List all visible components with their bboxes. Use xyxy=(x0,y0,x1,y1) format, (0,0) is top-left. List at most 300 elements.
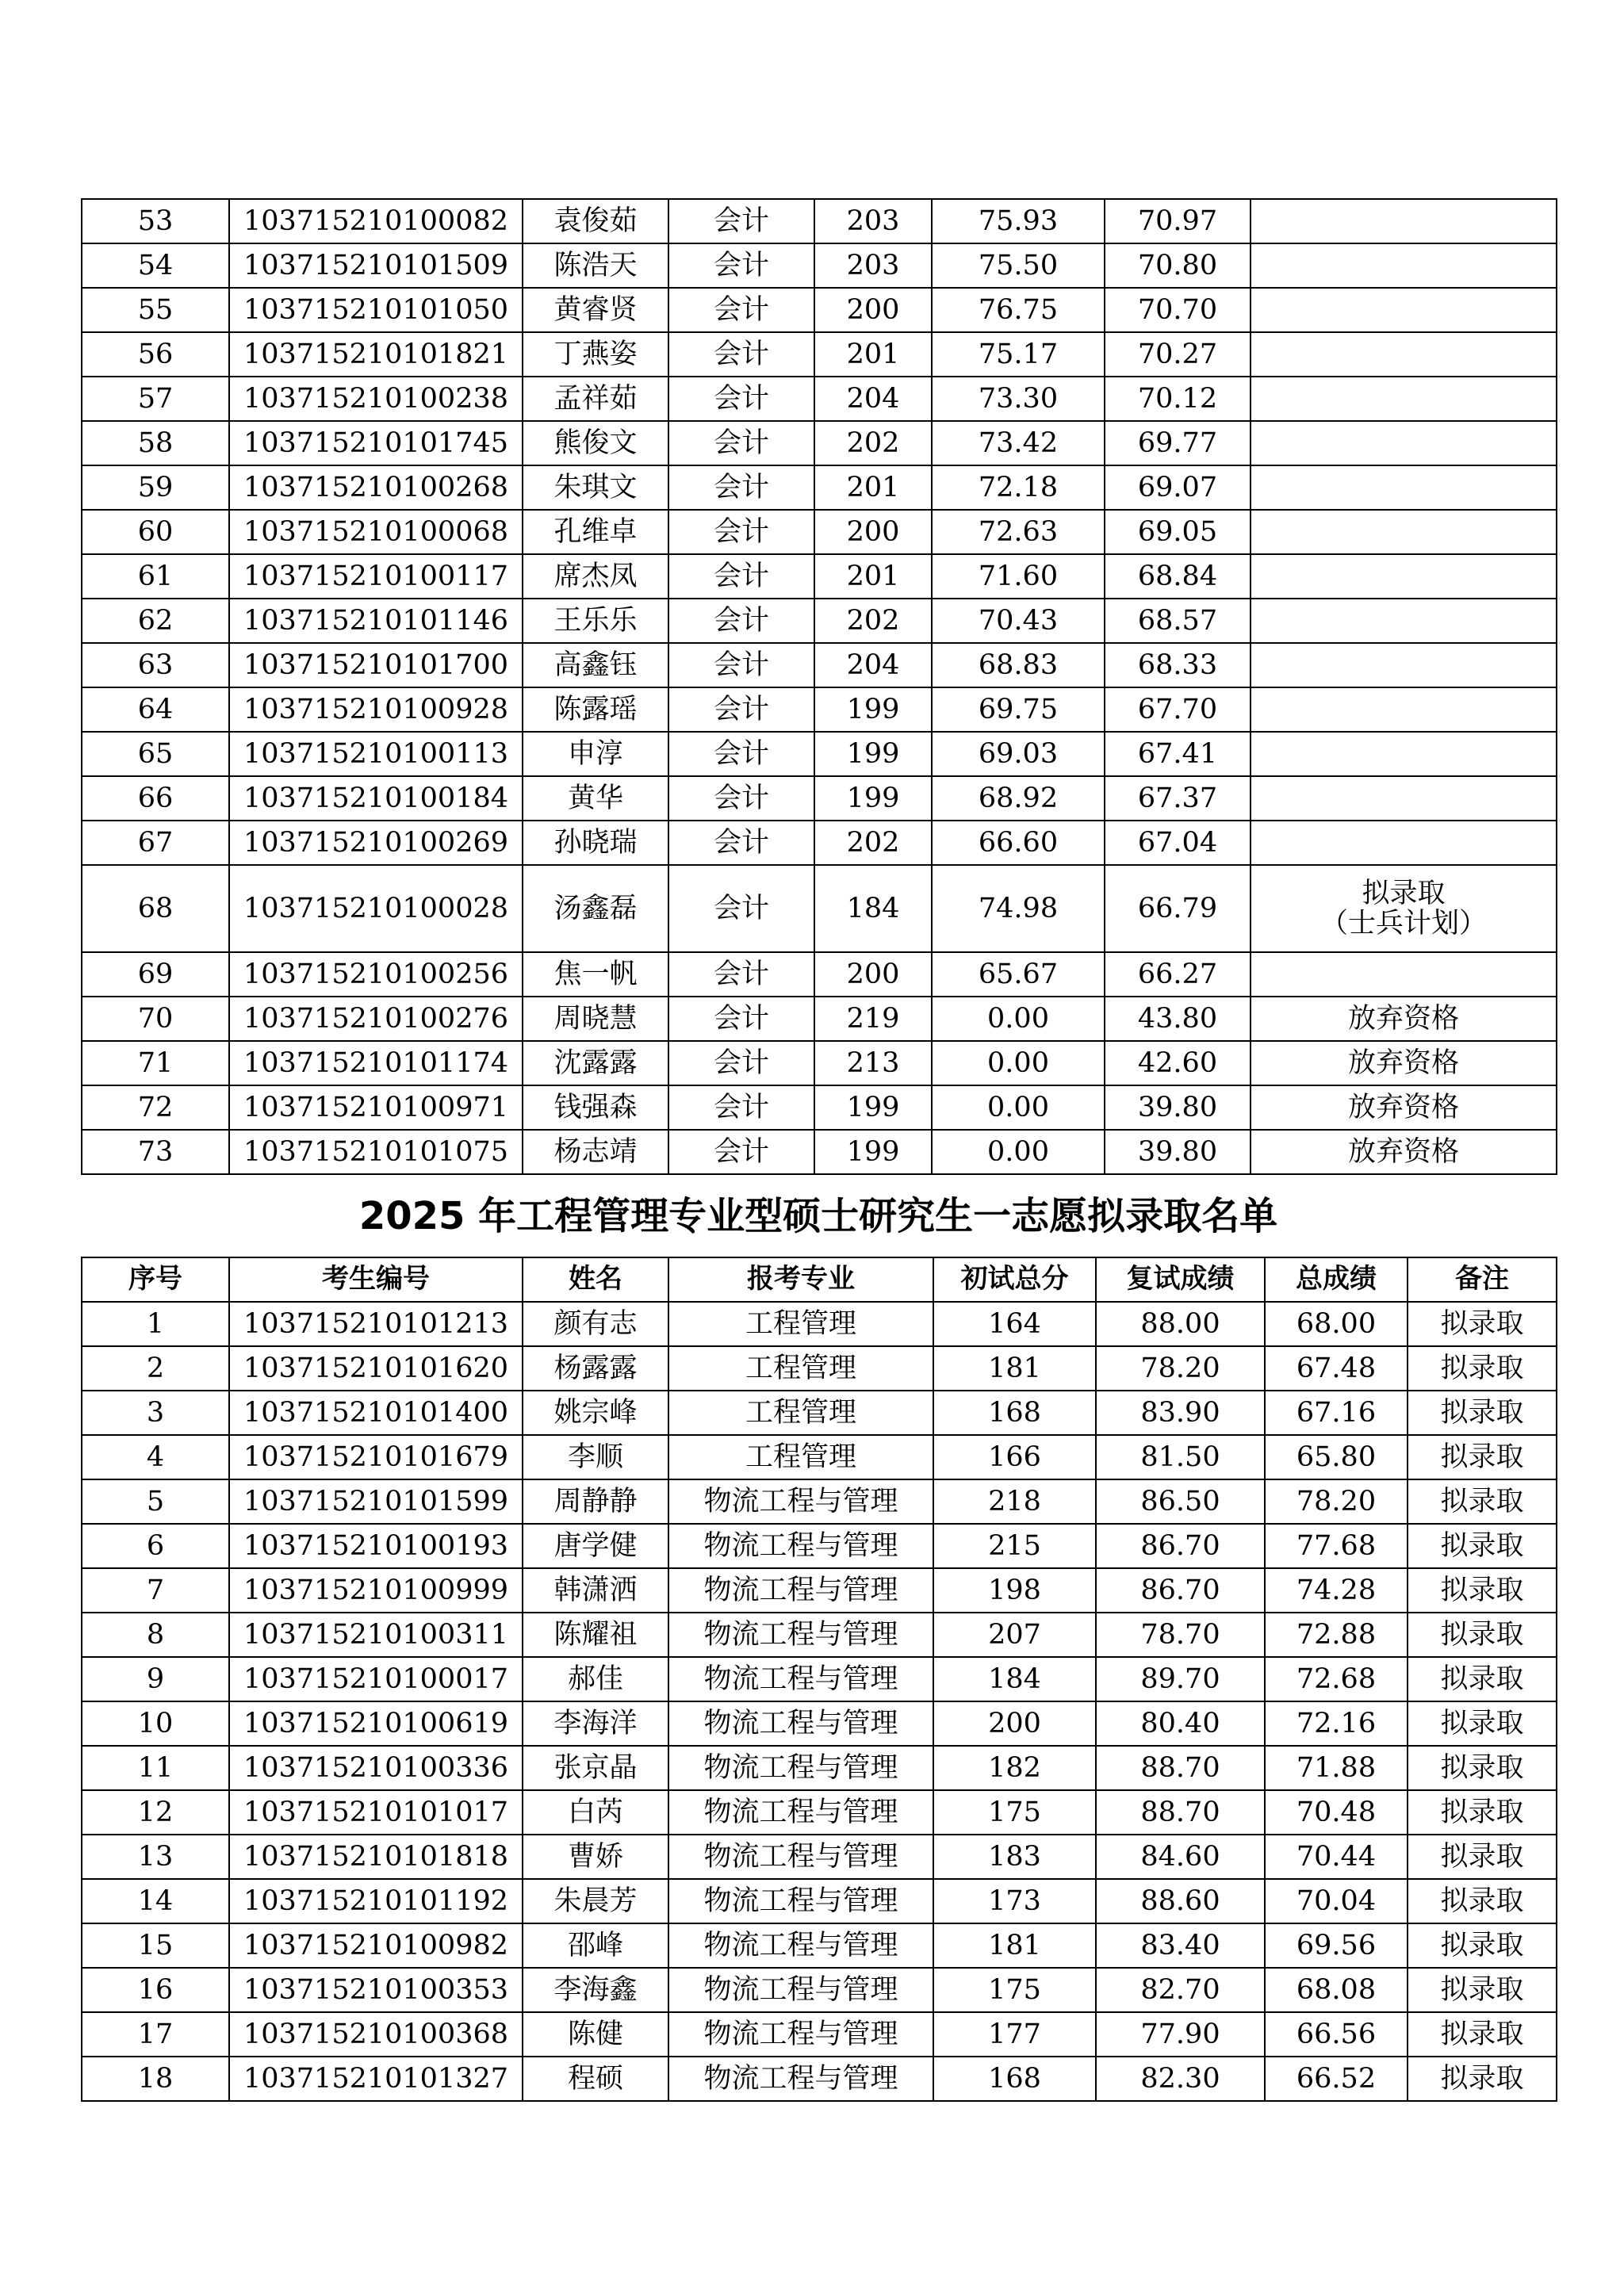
cell-remark: 拟录取 xyxy=(1408,2012,1557,2057)
cell-name: 申淳 xyxy=(523,732,668,776)
cell-initial-score: 199 xyxy=(814,776,932,821)
cell-total-score: 70.97 xyxy=(1105,199,1251,243)
cell-initial-score: 199 xyxy=(814,1130,932,1174)
cell-name: 陈露瑶 xyxy=(523,687,668,732)
cell-name: 郝佳 xyxy=(523,1657,668,1701)
cell-total-score: 69.77 xyxy=(1105,421,1251,465)
table-row xyxy=(82,1346,1557,1391)
cell-initial-score: 166 xyxy=(933,1435,1096,1479)
cell-retest-score: 83.40 xyxy=(1096,1923,1265,1968)
cell-id: 103715210100017 xyxy=(229,1657,523,1701)
table-row xyxy=(82,865,1557,952)
cell-total-score: 68.08 xyxy=(1265,1968,1408,2012)
cell-major: 物流工程与管理 xyxy=(668,1835,933,1879)
cell-total-score: 68.84 xyxy=(1105,554,1251,599)
cell-initial-score: 202 xyxy=(814,821,932,865)
cell-initial-score: 173 xyxy=(933,1879,1096,1923)
cell-retest-score: 78.20 xyxy=(1096,1346,1265,1391)
table-row xyxy=(82,1391,1557,1435)
cell-initial-score: 183 xyxy=(933,1835,1096,1879)
cell-retest-score: 71.60 xyxy=(932,554,1105,599)
cell-retest-score: 82.30 xyxy=(1096,2057,1265,2101)
cell-id: 103715210100999 xyxy=(229,1568,523,1613)
cell-retest-score: 89.70 xyxy=(1096,1657,1265,1701)
cell-no: 5 xyxy=(82,1479,229,1524)
cell-retest-score: 73.42 xyxy=(932,421,1105,465)
table-row xyxy=(82,421,1557,465)
cell-name: 周静静 xyxy=(523,1479,668,1524)
cell-major: 物流工程与管理 xyxy=(668,1657,933,1701)
table-row xyxy=(82,1479,1557,1524)
header-retest-score: 复试成绩 xyxy=(1096,1257,1265,1302)
cell-total-score: 70.27 xyxy=(1105,332,1251,377)
cell-total-score: 39.80 xyxy=(1105,1085,1251,1130)
cell-id: 103715210101599 xyxy=(229,1479,523,1524)
cell-remark: 拟录取 xyxy=(1408,1613,1557,1657)
cell-id: 103715210100113 xyxy=(229,732,523,776)
cell-retest-score: 0.00 xyxy=(932,997,1105,1041)
cell-total-score: 66.79 xyxy=(1105,865,1251,952)
cell-id: 103715210100256 xyxy=(229,952,523,997)
cell-total-score: 78.20 xyxy=(1265,1479,1408,1524)
cell-retest-score: 88.70 xyxy=(1096,1746,1265,1790)
cell-initial-score: 201 xyxy=(814,332,932,377)
cell-retest-score: 69.03 xyxy=(932,732,1105,776)
cell-remark xyxy=(1251,421,1557,465)
cell-initial-score: 203 xyxy=(814,199,932,243)
cell-initial-score: 207 xyxy=(933,1613,1096,1657)
cell-initial-score: 164 xyxy=(933,1302,1096,1346)
cell-id: 103715210100068 xyxy=(229,510,523,554)
cell-id: 103715210101017 xyxy=(229,1790,523,1835)
cell-total-score: 70.44 xyxy=(1265,1835,1408,1879)
cell-id: 103715210100082 xyxy=(229,199,523,243)
cell-initial-score: 215 xyxy=(933,1524,1096,1568)
cell-id: 103715210101050 xyxy=(229,288,523,332)
cell-name: 周晓慧 xyxy=(523,997,668,1041)
cell-total-score: 66.52 xyxy=(1265,2057,1408,2101)
cell-initial-score: 200 xyxy=(814,510,932,554)
table-row xyxy=(82,377,1557,421)
cell-major: 会计 xyxy=(668,776,814,821)
cell-remark: 放弃资格 xyxy=(1251,997,1557,1041)
table-row xyxy=(82,1657,1557,1701)
cell-major: 会计 xyxy=(668,199,814,243)
cell-retest-score: 88.70 xyxy=(1096,1790,1265,1835)
cell-remark: 放弃资格 xyxy=(1251,1085,1557,1130)
cell-id: 103715210101327 xyxy=(229,2057,523,2101)
cell-retest-score: 75.93 xyxy=(932,199,1105,243)
cell-total-score: 66.27 xyxy=(1105,952,1251,997)
cell-no: 70 xyxy=(82,997,229,1041)
cell-total-score: 68.00 xyxy=(1265,1302,1408,1346)
cell-no: 63 xyxy=(82,643,229,687)
cell-remark: 拟录取 xyxy=(1408,1435,1557,1479)
cell-major: 工程管理 xyxy=(668,1302,933,1346)
cell-major: 会计 xyxy=(668,510,814,554)
cell-no: 58 xyxy=(82,421,229,465)
cell-no: 8 xyxy=(82,1613,229,1657)
cell-name: 沈露露 xyxy=(523,1041,668,1085)
cell-no: 15 xyxy=(82,1923,229,1968)
table-row xyxy=(82,599,1557,643)
table-row xyxy=(82,821,1557,865)
cell-retest-score: 86.70 xyxy=(1096,1524,1265,1568)
cell-no: 9 xyxy=(82,1657,229,1701)
cell-retest-score: 72.63 xyxy=(932,510,1105,554)
cell-major: 会计 xyxy=(668,377,814,421)
cell-name: 王乐乐 xyxy=(523,599,668,643)
table-row xyxy=(82,465,1557,510)
cell-major: 物流工程与管理 xyxy=(668,1746,933,1790)
cell-major: 会计 xyxy=(668,1130,814,1174)
cell-name: 孟祥茹 xyxy=(523,377,668,421)
cell-total-score: 42.60 xyxy=(1105,1041,1251,1085)
table-row xyxy=(82,776,1557,821)
cell-initial-score: 198 xyxy=(933,1568,1096,1613)
cell-id: 103715210100928 xyxy=(229,687,523,732)
cell-id: 103715210101146 xyxy=(229,599,523,643)
cell-name: 孙晓瑞 xyxy=(523,821,668,865)
cell-id: 103715210101679 xyxy=(229,1435,523,1479)
cell-retest-score: 83.90 xyxy=(1096,1391,1265,1435)
cell-total-score: 70.04 xyxy=(1265,1879,1408,1923)
cell-initial-score: 181 xyxy=(933,1923,1096,1968)
cell-remark: 放弃资格 xyxy=(1251,1041,1557,1085)
cell-name: 白芮 xyxy=(523,1790,668,1835)
cell-id: 103715210101400 xyxy=(229,1391,523,1435)
cell-total-score: 72.88 xyxy=(1265,1613,1408,1657)
cell-total-score: 69.07 xyxy=(1105,465,1251,510)
header-name: 姓名 xyxy=(523,1257,668,1302)
cell-no: 59 xyxy=(82,465,229,510)
cell-no: 73 xyxy=(82,1130,229,1174)
table-row xyxy=(82,2012,1557,2057)
cell-name: 袁俊茹 xyxy=(523,199,668,243)
cell-total-score: 65.80 xyxy=(1265,1435,1408,1479)
cell-name: 朱琪文 xyxy=(523,465,668,510)
cell-name: 朱晨芳 xyxy=(523,1879,668,1923)
cell-no: 7 xyxy=(82,1568,229,1613)
cell-name: 曹娇 xyxy=(523,1835,668,1879)
cell-remark: 拟录取 xyxy=(1408,1346,1557,1391)
table-row xyxy=(82,1879,1557,1923)
remark-line: 拟录取 xyxy=(1362,877,1446,909)
cell-no: 72 xyxy=(82,1085,229,1130)
table-row xyxy=(82,1302,1557,1346)
cell-retest-score: 82.70 xyxy=(1096,1968,1265,2012)
cell-no: 17 xyxy=(82,2012,229,2057)
cell-total-score: 70.80 xyxy=(1105,243,1251,288)
cell-id: 103715210101745 xyxy=(229,421,523,465)
cell-remark xyxy=(1251,243,1557,288)
header-initial-score: 初试总分 xyxy=(933,1257,1096,1302)
cell-total-score: 39.80 xyxy=(1105,1130,1251,1174)
cell-retest-score: 80.40 xyxy=(1096,1701,1265,1746)
cell-major: 物流工程与管理 xyxy=(668,1479,933,1524)
cell-name: 唐学健 xyxy=(523,1524,668,1568)
cell-major: 物流工程与管理 xyxy=(668,1524,933,1568)
header-no: 序号 xyxy=(82,1257,229,1302)
cell-remark: 拟录取 xyxy=(1408,1923,1557,1968)
cell-id: 103715210100193 xyxy=(229,1524,523,1568)
cell-no: 62 xyxy=(82,599,229,643)
table-row xyxy=(82,1701,1557,1746)
table-row xyxy=(82,1790,1557,1835)
cell-no: 4 xyxy=(82,1435,229,1479)
cell-major: 会计 xyxy=(668,821,814,865)
cell-name: 姚宗峰 xyxy=(523,1391,668,1435)
section-title: 2025 年工程管理专业型硕士研究生一志愿拟录取名单 xyxy=(358,1194,1278,1238)
cell-retest-score: 86.50 xyxy=(1096,1479,1265,1524)
cell-no: 18 xyxy=(82,2057,229,2101)
cell-retest-score: 68.83 xyxy=(932,643,1105,687)
cell-id: 103715210100269 xyxy=(229,821,523,865)
cell-id: 103715210100971 xyxy=(229,1085,523,1130)
cell-name: 程硕 xyxy=(523,2057,668,2101)
cell-id: 103715210100238 xyxy=(229,377,523,421)
cell-remark: 拟录取 xyxy=(1408,1790,1557,1835)
cell-name: 韩潇洒 xyxy=(523,1568,668,1613)
cell-remark: 拟录取 xyxy=(1408,1524,1557,1568)
cell-remark: 拟录取 xyxy=(1408,1968,1557,2012)
cell-name: 熊俊文 xyxy=(523,421,668,465)
table-row xyxy=(82,1435,1557,1479)
cell-remark xyxy=(1251,821,1557,865)
accounting-table-body xyxy=(82,199,1557,1174)
cell-name: 颜有志 xyxy=(523,1302,668,1346)
cell-id: 103715210100117 xyxy=(229,554,523,599)
cell-remark xyxy=(1251,377,1557,421)
cell-remark: 拟录取 xyxy=(1408,2057,1557,2101)
cell-total-score: 70.48 xyxy=(1265,1790,1408,1835)
cell-initial-score: 204 xyxy=(814,377,932,421)
cell-initial-score: 168 xyxy=(933,2057,1096,2101)
cell-major: 物流工程与管理 xyxy=(668,1923,933,1968)
cell-id: 103715210101700 xyxy=(229,643,523,687)
cell-total-score: 67.70 xyxy=(1105,687,1251,732)
cell-name: 孔维卓 xyxy=(523,510,668,554)
table-row xyxy=(82,1968,1557,2012)
cell-no: 69 xyxy=(82,952,229,997)
cell-remark: 拟录取 xyxy=(1408,1657,1557,1701)
cell-no: 55 xyxy=(82,288,229,332)
cell-retest-score: 72.18 xyxy=(932,465,1105,510)
cell-major: 会计 xyxy=(668,687,814,732)
cell-no: 66 xyxy=(82,776,229,821)
table-row xyxy=(82,1835,1557,1879)
cell-total-score: 68.57 xyxy=(1105,599,1251,643)
cell-remark xyxy=(1251,554,1557,599)
cell-id: 103715210100368 xyxy=(229,2012,523,2057)
cell-major: 会计 xyxy=(668,421,814,465)
header-id: 考生编号 xyxy=(229,1257,523,1302)
table-row xyxy=(82,1130,1557,1174)
cell-major: 工程管理 xyxy=(668,1346,933,1391)
cell-no: 64 xyxy=(82,687,229,732)
cell-id: 103715210101213 xyxy=(229,1302,523,1346)
cell-id: 103715210101620 xyxy=(229,1346,523,1391)
cell-retest-score: 84.60 xyxy=(1096,1835,1265,1879)
cell-name: 李海鑫 xyxy=(523,1968,668,2012)
cell-name: 陈健 xyxy=(523,2012,668,2057)
cell-major: 会计 xyxy=(668,465,814,510)
cell-initial-score: 175 xyxy=(933,1968,1096,2012)
cell-initial-score: 184 xyxy=(814,865,932,952)
cell-name: 焦一帆 xyxy=(523,952,668,997)
table-row xyxy=(82,243,1557,288)
cell-no: 54 xyxy=(82,243,229,288)
table-row xyxy=(82,1041,1557,1085)
cell-remark: 拟录取 xyxy=(1408,1879,1557,1923)
cell-initial-score: 199 xyxy=(814,1085,932,1130)
cell-initial-score: 204 xyxy=(814,643,932,687)
cell-major: 会计 xyxy=(668,997,814,1041)
cell-major: 会计 xyxy=(668,1041,814,1085)
cell-retest-score: 81.50 xyxy=(1096,1435,1265,1479)
cell-retest-score: 77.90 xyxy=(1096,2012,1265,2057)
cell-retest-score: 65.67 xyxy=(932,952,1105,997)
cell-total-score: 71.88 xyxy=(1265,1746,1408,1790)
cell-retest-score: 0.00 xyxy=(932,1085,1105,1130)
cell-id: 103715210101075 xyxy=(229,1130,523,1174)
cell-major: 物流工程与管理 xyxy=(668,1790,933,1835)
cell-no: 53 xyxy=(82,199,229,243)
cell-id: 103715210100276 xyxy=(229,997,523,1041)
table-row xyxy=(82,1923,1557,1968)
cell-initial-score: 200 xyxy=(814,288,932,332)
cell-no: 68 xyxy=(82,865,229,952)
table-row xyxy=(82,952,1557,997)
cell-retest-score: 74.98 xyxy=(932,865,1105,952)
cell-id: 103715210100311 xyxy=(229,1613,523,1657)
cell-name: 黄华 xyxy=(523,776,668,821)
cell-total-score: 74.28 xyxy=(1265,1568,1408,1613)
cell-no: 12 xyxy=(82,1790,229,1835)
cell-no: 65 xyxy=(82,732,229,776)
cell-major: 工程管理 xyxy=(668,1435,933,1479)
cell-initial-score: 168 xyxy=(933,1391,1096,1435)
cell-id: 103715210101174 xyxy=(229,1041,523,1085)
cell-major: 会计 xyxy=(668,243,814,288)
cell-no: 2 xyxy=(82,1346,229,1391)
cell-retest-score: 69.75 xyxy=(932,687,1105,732)
cell-no: 56 xyxy=(82,332,229,377)
cell-total-score: 70.12 xyxy=(1105,377,1251,421)
table-row xyxy=(82,1746,1557,1790)
cell-initial-score: 202 xyxy=(814,599,932,643)
cell-remark: 拟录取 xyxy=(1408,1835,1557,1879)
cell-name: 李海洋 xyxy=(523,1701,668,1746)
cell-remark xyxy=(1251,865,1557,952)
table-row xyxy=(82,1524,1557,1568)
table-row xyxy=(82,1613,1557,1657)
cell-name: 钱强森 xyxy=(523,1085,668,1130)
cell-major: 物流工程与管理 xyxy=(668,1613,933,1657)
cell-major: 物流工程与管理 xyxy=(668,2012,933,2057)
cell-remark xyxy=(1251,465,1557,510)
cell-name: 汤鑫磊 xyxy=(523,865,668,952)
cell-remark xyxy=(1251,732,1557,776)
table-row xyxy=(82,199,1557,243)
table-header-row xyxy=(82,1257,1557,1302)
cell-name: 杨露露 xyxy=(523,1346,668,1391)
table-row xyxy=(82,687,1557,732)
cell-name: 李顺 xyxy=(523,1435,668,1479)
cell-name: 陈耀祖 xyxy=(523,1613,668,1657)
cell-total-score: 43.80 xyxy=(1105,997,1251,1041)
cell-major: 会计 xyxy=(668,1085,814,1130)
cell-remark xyxy=(1251,643,1557,687)
cell-remark xyxy=(1251,288,1557,332)
cell-remark: 拟录取 xyxy=(1408,1701,1557,1746)
cell-initial-score: 177 xyxy=(933,2012,1096,2057)
cell-major: 会计 xyxy=(668,952,814,997)
cell-no: 67 xyxy=(82,821,229,865)
cell-retest-score: 66.60 xyxy=(932,821,1105,865)
cell-no: 3 xyxy=(82,1391,229,1435)
cell-total-score: 72.68 xyxy=(1265,1657,1408,1701)
cell-remark xyxy=(1251,332,1557,377)
cell-no: 11 xyxy=(82,1746,229,1790)
cell-retest-score: 68.92 xyxy=(932,776,1105,821)
cell-name: 邵峰 xyxy=(523,1923,668,1968)
cell-retest-score: 70.43 xyxy=(932,599,1105,643)
cell-major: 会计 xyxy=(668,865,814,952)
cell-major: 物流工程与管理 xyxy=(668,1701,933,1746)
cell-initial-score: 175 xyxy=(933,1790,1096,1835)
cell-total-score: 70.70 xyxy=(1105,288,1251,332)
cell-total-score: 69.56 xyxy=(1265,1923,1408,1968)
cell-no: 10 xyxy=(82,1701,229,1746)
cell-no: 71 xyxy=(82,1041,229,1085)
cell-id: 103715210101821 xyxy=(229,332,523,377)
cell-remark: 拟录取 xyxy=(1408,1391,1557,1435)
cell-total-score: 77.68 xyxy=(1265,1524,1408,1568)
cell-remark xyxy=(1251,199,1557,243)
cell-no: 13 xyxy=(82,1835,229,1879)
cell-major: 物流工程与管理 xyxy=(668,1879,933,1923)
cell-remark xyxy=(1251,776,1557,821)
cell-id: 103715210100619 xyxy=(229,1701,523,1746)
cell-major: 会计 xyxy=(668,732,814,776)
cell-name: 高鑫钰 xyxy=(523,643,668,687)
table-row xyxy=(82,510,1557,554)
engineering-table-body xyxy=(82,1302,1557,2101)
cell-initial-score: 218 xyxy=(933,1479,1096,1524)
cell-no: 1 xyxy=(82,1302,229,1346)
cell-name: 席杰凤 xyxy=(523,554,668,599)
cell-major: 工程管理 xyxy=(668,1391,933,1435)
table-row xyxy=(82,288,1557,332)
cell-major: 会计 xyxy=(668,288,814,332)
cell-initial-score: 202 xyxy=(814,421,932,465)
cell-initial-score: 219 xyxy=(814,997,932,1041)
header-remark: 备注 xyxy=(1408,1257,1557,1302)
cell-major: 物流工程与管理 xyxy=(668,1968,933,2012)
cell-retest-score: 76.75 xyxy=(932,288,1105,332)
table-row xyxy=(82,554,1557,599)
cell-retest-score: 75.50 xyxy=(932,243,1105,288)
cell-remark xyxy=(1251,599,1557,643)
cell-major: 会计 xyxy=(668,599,814,643)
cell-remark: 拟录取 xyxy=(1408,1302,1557,1346)
cell-name: 丁燕姿 xyxy=(523,332,668,377)
cell-name: 杨志靖 xyxy=(523,1130,668,1174)
cell-major: 会计 xyxy=(668,554,814,599)
cell-remark: 拟录取 xyxy=(1408,1479,1557,1524)
table-row xyxy=(82,332,1557,377)
